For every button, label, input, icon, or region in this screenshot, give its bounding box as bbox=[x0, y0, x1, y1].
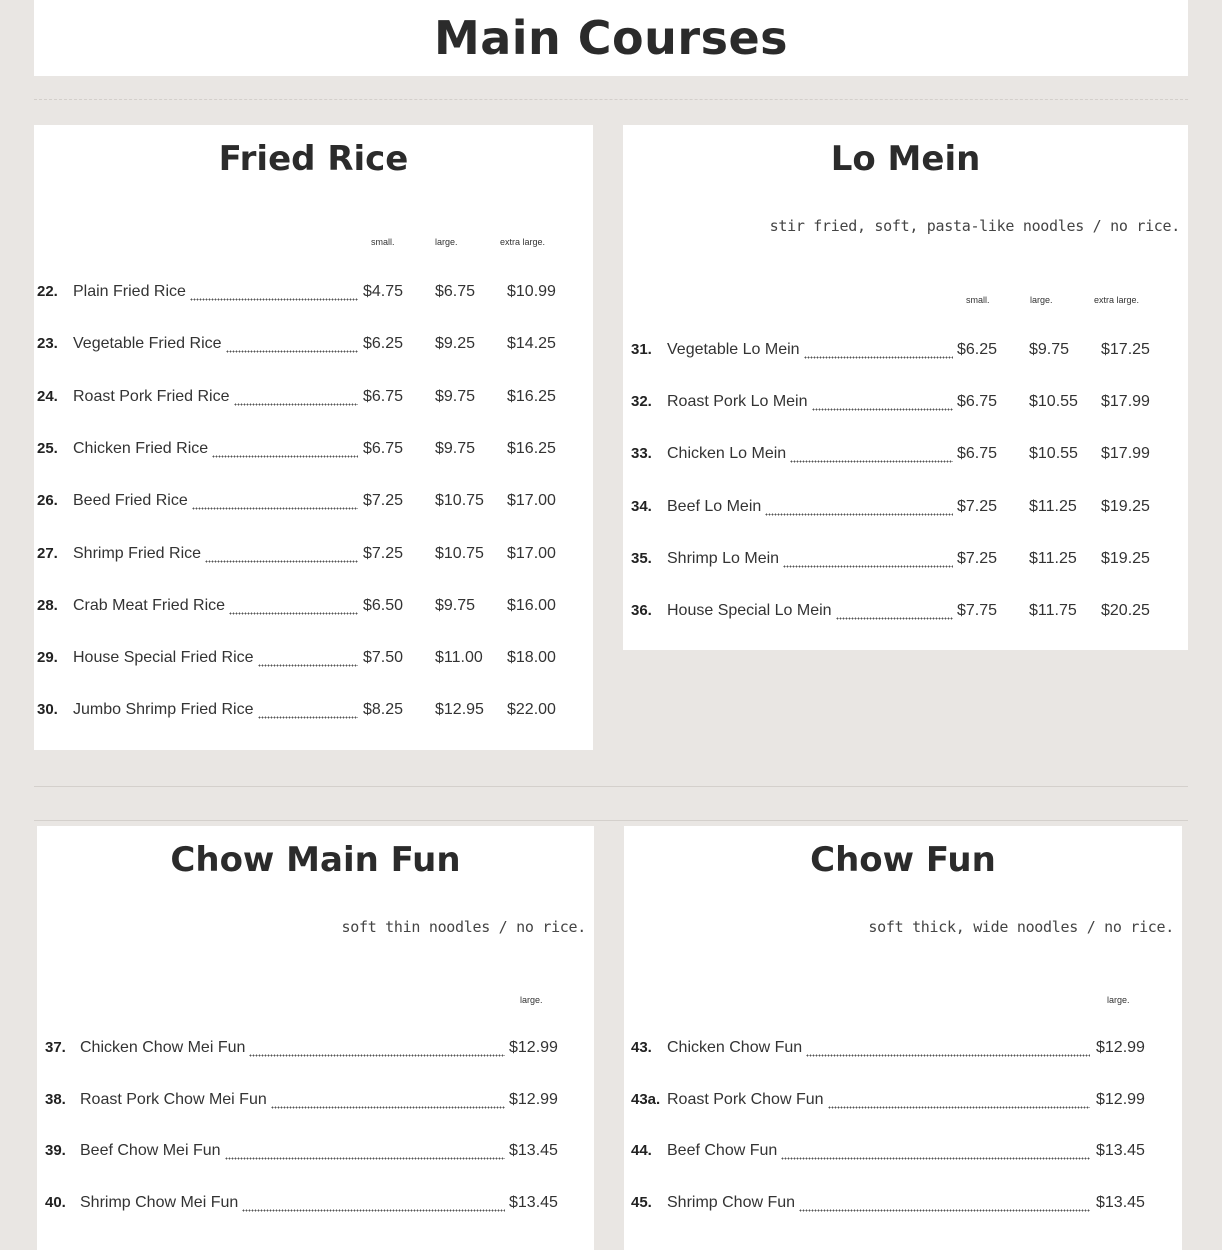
menu-item-row bbox=[623, 445, 1188, 469]
item-number: 25. bbox=[37, 439, 58, 457]
item-number: 28. bbox=[37, 596, 58, 614]
item-name: Vegetable Fried Rice bbox=[73, 335, 222, 353]
item-price: $6.75 bbox=[363, 387, 404, 405]
lo-mein-description: stir fried, soft, pasta-like noodles / no rice. bbox=[769, 217, 1180, 235]
item-number: 30. bbox=[37, 701, 58, 719]
item-name: Shrimp Lo Mein bbox=[667, 549, 780, 567]
menu-item-row bbox=[623, 550, 1188, 574]
dot-leader bbox=[242, 1194, 505, 1214]
item-price: $12.99 bbox=[1096, 1090, 1145, 1108]
chow-fun-title: Chow Fun bbox=[810, 840, 996, 880]
item-price: $17.00 bbox=[507, 544, 556, 562]
item-price: $7.50 bbox=[363, 649, 404, 667]
item-number: 34. bbox=[631, 497, 652, 515]
menu-item-row bbox=[623, 341, 1188, 365]
item-price: $6.25 bbox=[363, 335, 404, 353]
dot-leader bbox=[781, 1142, 1090, 1162]
item-price: $17.25 bbox=[1101, 341, 1150, 358]
item-number: 45. bbox=[631, 1194, 652, 1212]
item-name: House Special Lo Mein bbox=[667, 602, 832, 619]
fried-rice-title: Fried Rice bbox=[218, 139, 409, 179]
dot-leader bbox=[790, 445, 953, 465]
lo-mein-panel bbox=[623, 125, 1188, 650]
menu-item-row bbox=[34, 545, 593, 569]
price-column-header: small. bbox=[371, 237, 395, 247]
price-column-header: large. bbox=[1030, 295, 1053, 305]
menu-item-row bbox=[34, 388, 593, 412]
item-price: $9.25 bbox=[435, 335, 476, 353]
item-price: $11.00 bbox=[435, 649, 483, 667]
item-price: $11.25 bbox=[1029, 497, 1077, 515]
item-name: Crab Meat Fried Rice bbox=[73, 596, 226, 614]
dot-leader bbox=[836, 602, 953, 622]
item-price: $16.25 bbox=[507, 387, 556, 405]
item-name: Shrimp Chow Mei Fun bbox=[80, 1194, 239, 1212]
item-price: $9.75 bbox=[435, 387, 476, 405]
item-number: 33. bbox=[631, 445, 652, 463]
page-title-box bbox=[34, 0, 1188, 76]
item-number: 43. bbox=[631, 1039, 652, 1056]
item-number: 23. bbox=[37, 335, 58, 353]
item-price: $9.75 bbox=[435, 439, 476, 457]
item-name: Beef Chow Fun bbox=[667, 1142, 778, 1160]
item-price: $20.25 bbox=[1101, 602, 1150, 619]
fried-rice-panel bbox=[34, 125, 593, 750]
price-column-header: extra large. bbox=[1094, 295, 1140, 305]
price-column-header: large. bbox=[435, 237, 458, 247]
dot-leader bbox=[205, 545, 358, 565]
item-price: $7.25 bbox=[957, 549, 998, 567]
price-column-header: small. bbox=[966, 295, 990, 305]
item-price: $11.75 bbox=[1029, 602, 1077, 619]
item-name: Beef Lo Mein bbox=[667, 497, 762, 515]
item-number: 39. bbox=[45, 1142, 66, 1160]
menu-item-row bbox=[34, 335, 593, 359]
item-price: $8.25 bbox=[363, 701, 404, 719]
dot-leader bbox=[828, 1091, 1090, 1111]
dot-leader bbox=[229, 597, 358, 617]
menu-item-row bbox=[37, 1091, 594, 1115]
item-number: 44. bbox=[631, 1142, 652, 1160]
menu-item-row bbox=[34, 701, 593, 725]
item-price: $13.45 bbox=[1096, 1142, 1145, 1160]
chow-main-fun-description: soft thin noodles / no rice. bbox=[341, 918, 586, 936]
item-price: $7.25 bbox=[957, 497, 998, 515]
item-price: $17.00 bbox=[507, 492, 556, 510]
price-column-header: large. bbox=[1107, 995, 1130, 1005]
item-name: Vegetable Lo Mein bbox=[667, 341, 800, 358]
item-number: 31. bbox=[631, 341, 652, 358]
dot-leader bbox=[258, 649, 358, 669]
dot-leader bbox=[225, 1142, 505, 1162]
item-price: $9.75 bbox=[435, 596, 476, 614]
menu-item-row bbox=[623, 498, 1188, 522]
item-price: $12.95 bbox=[435, 701, 484, 719]
item-price: $12.99 bbox=[509, 1039, 558, 1056]
item-number: 27. bbox=[37, 544, 58, 562]
dot-leader bbox=[812, 393, 953, 413]
menu-item-row bbox=[34, 597, 593, 621]
item-name: Chicken Chow Fun bbox=[667, 1039, 803, 1056]
item-name: Roast Pork Fried Rice bbox=[73, 387, 230, 405]
item-name: Roast Pork Lo Mein bbox=[667, 393, 808, 411]
item-price: $9.75 bbox=[1029, 341, 1070, 358]
dot-leader bbox=[249, 1039, 505, 1059]
price-column-header: large. bbox=[520, 995, 543, 1005]
item-price: $11.25 bbox=[1029, 549, 1077, 567]
item-number: 35. bbox=[631, 549, 652, 567]
item-price: $19.25 bbox=[1101, 497, 1150, 515]
item-number: 24. bbox=[37, 387, 58, 405]
dot-leader bbox=[212, 440, 358, 460]
item-price: $19.25 bbox=[1101, 549, 1150, 567]
item-price: $10.75 bbox=[435, 544, 484, 562]
item-name: Shrimp Fried Rice bbox=[73, 544, 202, 562]
menu-item-row bbox=[37, 1142, 594, 1166]
item-name: Beef Chow Mei Fun bbox=[80, 1142, 221, 1160]
item-number: 29. bbox=[37, 649, 58, 667]
item-price: $4.75 bbox=[363, 283, 404, 300]
dot-leader bbox=[806, 1039, 1090, 1059]
menu-item-row bbox=[37, 1039, 594, 1063]
item-price: $17.99 bbox=[1101, 393, 1150, 411]
lo-mein-title: Lo Mein bbox=[830, 139, 981, 179]
menu-item-row bbox=[624, 1142, 1182, 1166]
chow-fun-panel bbox=[624, 826, 1182, 1250]
item-price: $6.50 bbox=[363, 596, 404, 614]
dot-leader bbox=[192, 492, 358, 512]
item-price: $12.99 bbox=[1096, 1039, 1145, 1056]
item-price: $6.75 bbox=[957, 445, 998, 463]
dot-leader bbox=[783, 550, 953, 570]
menu-item-row bbox=[34, 283, 593, 307]
section-divider bbox=[34, 820, 1188, 821]
section-divider bbox=[34, 786, 1188, 787]
item-price: $16.25 bbox=[507, 439, 556, 457]
menu-item-row bbox=[34, 649, 593, 673]
price-column-header: extra large. bbox=[500, 237, 546, 247]
item-name: Chicken Fried Rice bbox=[73, 439, 209, 457]
item-price: $13.45 bbox=[1096, 1194, 1145, 1212]
item-name: Shrimp Chow Fun bbox=[667, 1194, 796, 1212]
item-price: $22.00 bbox=[507, 701, 556, 719]
menu-item-row bbox=[37, 1194, 594, 1218]
item-price: $13.45 bbox=[509, 1142, 558, 1160]
page-title: Main Courses bbox=[433, 11, 789, 65]
item-number: 26. bbox=[37, 492, 58, 510]
item-price: $10.75 bbox=[435, 492, 484, 510]
item-number: 36. bbox=[631, 602, 652, 619]
item-price: $13.45 bbox=[509, 1194, 558, 1212]
dot-leader bbox=[234, 388, 359, 408]
item-price: $7.25 bbox=[363, 492, 404, 510]
item-price: $18.00 bbox=[507, 649, 556, 667]
chow-main-fun-panel bbox=[37, 826, 594, 1250]
item-price: $10.99 bbox=[507, 283, 556, 300]
item-price: $6.75 bbox=[363, 439, 404, 457]
menu-item-row bbox=[623, 602, 1188, 626]
item-name: Plain Fried Rice bbox=[73, 283, 186, 300]
item-number: 43a. bbox=[631, 1090, 661, 1108]
item-name: Roast Pork Chow Fun bbox=[667, 1090, 824, 1108]
item-price: $6.25 bbox=[957, 341, 998, 358]
item-number: 22. bbox=[37, 283, 58, 300]
item-price: $17.99 bbox=[1101, 445, 1150, 463]
menu-item-row bbox=[34, 492, 593, 516]
dot-leader bbox=[271, 1091, 505, 1111]
item-price: $7.75 bbox=[957, 602, 998, 619]
dot-leader bbox=[226, 335, 358, 355]
item-number: 37. bbox=[45, 1039, 66, 1056]
item-price: $10.55 bbox=[1029, 445, 1078, 463]
item-price: $6.75 bbox=[957, 393, 998, 411]
menu-item-row bbox=[34, 440, 593, 464]
menu-item-row bbox=[624, 1194, 1182, 1218]
dot-leader bbox=[765, 498, 953, 518]
item-price: $12.99 bbox=[509, 1090, 558, 1108]
chow-fun-description: soft thick, wide noodles / no rice. bbox=[868, 918, 1174, 936]
item-name: Beed Fried Rice bbox=[73, 492, 188, 510]
item-name: House Special Fried Rice bbox=[73, 649, 254, 667]
item-price: $6.75 bbox=[435, 283, 476, 300]
item-price: $7.25 bbox=[363, 544, 404, 562]
dot-leader bbox=[190, 283, 358, 303]
dot-leader bbox=[799, 1194, 1090, 1214]
item-name: Chicken Chow Mei Fun bbox=[80, 1039, 246, 1056]
menu-item-row bbox=[624, 1091, 1182, 1115]
dashed-divider bbox=[34, 99, 1188, 100]
dot-leader bbox=[258, 701, 359, 721]
item-number: 32. bbox=[631, 393, 652, 411]
item-number: 38. bbox=[45, 1090, 66, 1108]
item-name: Chicken Lo Mein bbox=[667, 445, 787, 463]
menu-item-row bbox=[623, 393, 1188, 417]
item-price: $14.25 bbox=[507, 335, 556, 353]
item-name: Roast Pork Chow Mei Fun bbox=[80, 1090, 267, 1108]
item-price: $10.55 bbox=[1029, 393, 1078, 411]
menu-item-row bbox=[624, 1039, 1182, 1063]
item-number: 40. bbox=[45, 1194, 66, 1212]
dot-leader bbox=[804, 341, 953, 361]
item-name: Jumbo Shrimp Fried Rice bbox=[73, 701, 254, 719]
item-price: $16.00 bbox=[507, 596, 556, 614]
chow-main-fun-title: Chow Main Fun bbox=[170, 840, 461, 880]
